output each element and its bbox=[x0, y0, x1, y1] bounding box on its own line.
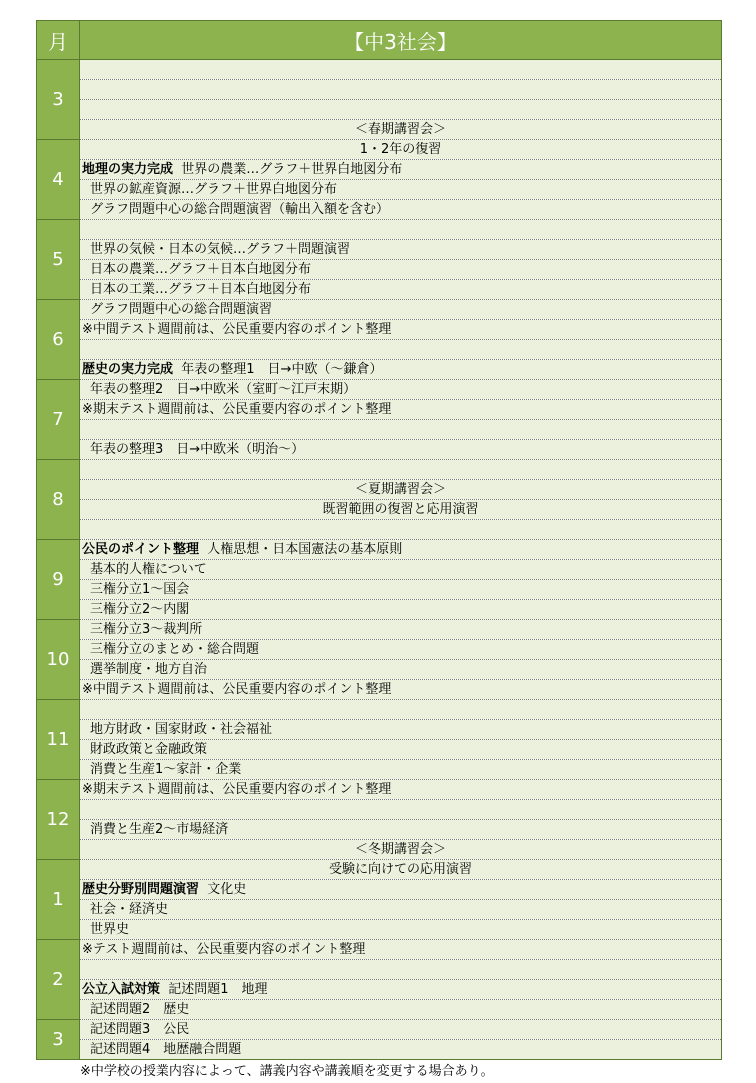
row: ＜冬期講習会＞ bbox=[80, 840, 722, 860]
row: 日本の工業…グラフ＋日本白地図分布 bbox=[80, 280, 722, 300]
section-heading: 歴史分野別問題演習 bbox=[82, 882, 200, 897]
row: 記述問題2 歴史 bbox=[80, 1000, 722, 1020]
row: 1・2年の復習 bbox=[80, 140, 722, 160]
row: ＜夏期講習会＞ bbox=[80, 480, 722, 500]
row: 選挙制度・地方自治 bbox=[80, 660, 722, 680]
row bbox=[80, 360, 722, 380]
row: ※テスト週間前は、公民重要内容のポイント整理 bbox=[80, 940, 722, 960]
row bbox=[80, 80, 722, 100]
row: 世界の気候・日本の気候…グラフ＋問題演習 bbox=[80, 240, 722, 260]
footnote: ※中学校の授業内容によって、講義内容や講義順を変更する場合あり。 bbox=[80, 1064, 494, 1079]
row: 三権分立3～裁判所 bbox=[80, 620, 722, 640]
row bbox=[80, 700, 722, 720]
row bbox=[80, 540, 722, 560]
row: 年表の整理2 日→中欧米（室町～江戸末期） bbox=[80, 380, 722, 400]
row bbox=[80, 160, 722, 180]
row: 日本の農業…グラフ＋日本白地図分布 bbox=[80, 260, 722, 280]
month-column-header: 月 bbox=[37, 21, 80, 60]
row: 三権分立1～国会 bbox=[80, 580, 722, 600]
row: 三権分立2～内閣 bbox=[80, 600, 722, 620]
row: ※中間テスト週間前は、公民重要内容のポイント整理 bbox=[80, 680, 722, 700]
row: グラフ問題中心の総合問題演習 bbox=[80, 300, 722, 320]
month-label: 3 bbox=[37, 1020, 80, 1060]
row: ※期末テスト週間前は、公民重要内容のポイント整理 bbox=[80, 400, 722, 420]
row: 地方財政・国家財政・社会福祉 bbox=[80, 720, 722, 740]
row: 消費と生産2～市場経済 bbox=[80, 820, 722, 840]
section-heading: 公民のポイント整理 bbox=[82, 542, 200, 557]
month-label: 8 bbox=[37, 460, 80, 540]
row: ＜春期講習会＞ bbox=[80, 120, 722, 140]
row bbox=[80, 420, 722, 440]
row-text: 記述問題1 地理 bbox=[168, 982, 268, 997]
month-label: 10 bbox=[37, 620, 80, 700]
row bbox=[80, 880, 722, 900]
course-title: 【中3社会】 bbox=[80, 21, 722, 60]
row-text: 世界の農業…グラフ＋世界白地図分布 bbox=[181, 162, 403, 177]
row: 記述問題4 地歴融合問題 bbox=[80, 1040, 722, 1060]
month-label: 11 bbox=[37, 700, 80, 780]
row: 消費と生産1～家計・企業 bbox=[80, 760, 722, 780]
row: グラフ問題中心の総合問題演習（輸出入額を含む） bbox=[80, 200, 722, 220]
section-heading: 地理の実力完成 bbox=[82, 162, 174, 177]
row: ※中間テスト週間前は、公民重要内容のポイント整理 bbox=[80, 320, 722, 340]
row bbox=[80, 340, 722, 360]
row bbox=[80, 800, 722, 820]
row bbox=[80, 520, 722, 540]
month-label: 4 bbox=[37, 140, 80, 220]
row: 社会・経済史 bbox=[80, 900, 722, 920]
row bbox=[80, 960, 722, 980]
row: 既習範囲の復習と応用演習 bbox=[80, 500, 722, 520]
row: ※期末テスト週間前は、公民重要内容のポイント整理 bbox=[80, 780, 722, 800]
row: 年表の整理3 日→中欧米（明治～） bbox=[80, 440, 722, 460]
month-label: 1 bbox=[37, 860, 80, 940]
row: 受験に向けての応用演習 bbox=[80, 860, 722, 880]
month-label: 9 bbox=[37, 540, 80, 620]
curriculum-table bbox=[36, 20, 722, 1060]
section-heading: 公立入試対策 bbox=[82, 982, 161, 997]
row: 財政政策と金融政策 bbox=[80, 740, 722, 760]
month-label: 12 bbox=[37, 780, 80, 860]
row: 基本的人権について bbox=[80, 560, 722, 580]
row bbox=[80, 100, 722, 120]
row: 記述問題3 公民 bbox=[80, 1020, 722, 1040]
row-text: 人権思想・日本国憲法の基本原則 bbox=[207, 542, 403, 557]
row-text: 文化史 bbox=[207, 882, 247, 897]
month-label: 6 bbox=[37, 300, 80, 380]
row bbox=[80, 460, 722, 480]
row: 世界史 bbox=[80, 920, 722, 940]
row: 三権分立のまとめ・総合問題 bbox=[80, 640, 722, 660]
month-label: 2 bbox=[37, 940, 80, 1020]
month-label: 5 bbox=[37, 220, 80, 300]
month-label: 7 bbox=[37, 380, 80, 460]
month-label: 3 bbox=[37, 60, 80, 140]
row: 世界の鉱産資源…グラフ＋世界白地図分布 bbox=[80, 180, 722, 200]
row bbox=[80, 980, 722, 1000]
section-heading: 歴史の実力完成 bbox=[82, 362, 174, 377]
row bbox=[80, 60, 722, 80]
row-text: 年表の整理1 日→中欧（～鎌倉） bbox=[181, 362, 383, 377]
row bbox=[80, 220, 722, 240]
